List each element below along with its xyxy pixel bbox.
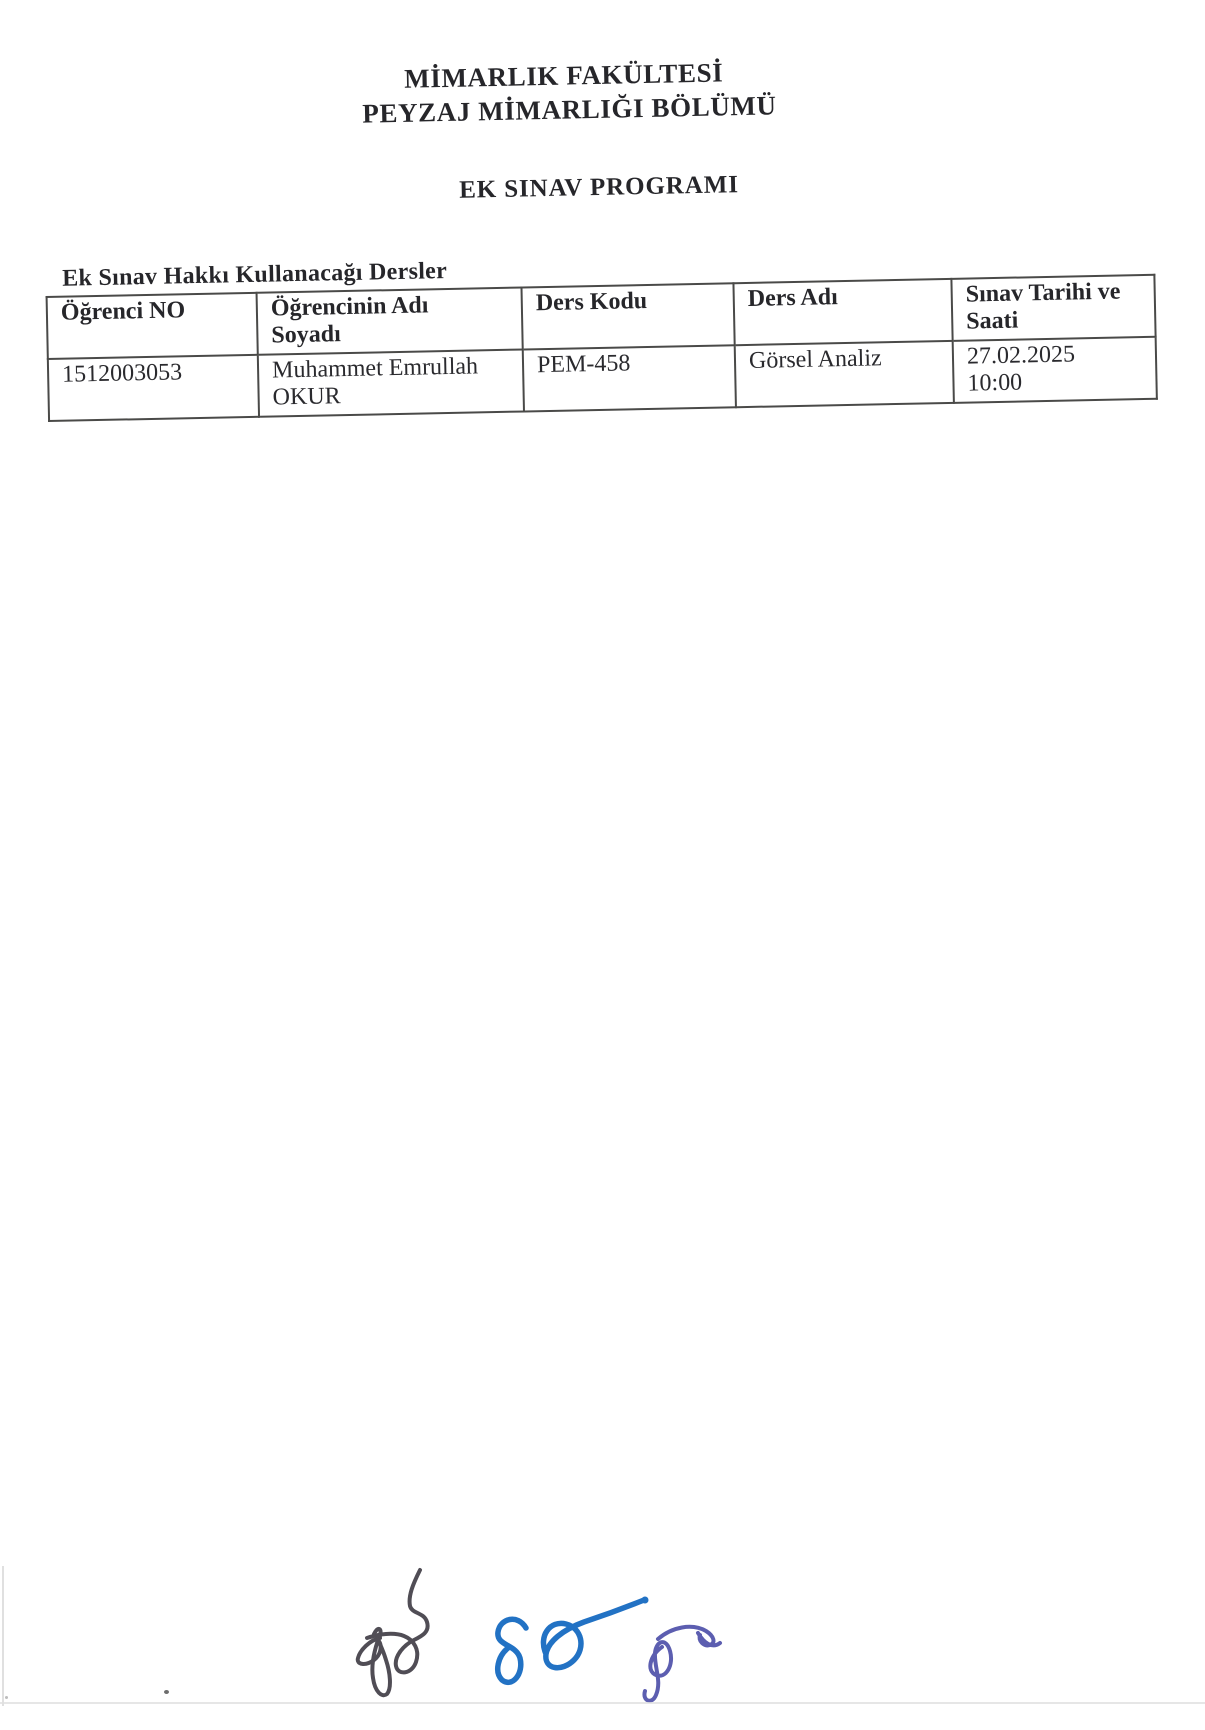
column-header-student-name: Öğrencinin Adı Soyadı xyxy=(257,288,523,355)
column-header-course-name: Ders Adı xyxy=(733,279,952,345)
column-header-exam-datetime: Sınav Tarihi ve Saati xyxy=(951,275,1155,341)
cell-student-no: 1512003053 xyxy=(48,355,259,421)
scan-artifact-line xyxy=(2,1566,4,1706)
signature-2 xyxy=(478,1592,658,1692)
cell-course-name: Görsel Analiz xyxy=(735,341,954,407)
page-title: EK SINAV PROGRAMI xyxy=(458,171,740,204)
faculty-name: MİMARLIK FAKÜLTESİ xyxy=(403,57,724,94)
letterhead xyxy=(0,48,1190,137)
signature-3 xyxy=(640,1615,730,1710)
cell-exam-datetime: 27.02.2025 10:00 xyxy=(953,337,1157,403)
exam-schedule-table xyxy=(46,274,1158,422)
cell-course-code: PEM-458 xyxy=(523,345,736,411)
signature-1 xyxy=(330,1548,460,1708)
column-header-course-code: Ders Kodu xyxy=(521,283,734,349)
department-name: PEYZAJ MİMARLIĞI BÖLÜMÜ xyxy=(362,90,777,129)
cell-student-name: Muhammet Emrullah OKUR xyxy=(258,349,524,416)
section-heading: Ek Sınav Hakkı Kullanacağı Dersler xyxy=(61,257,448,292)
scan-artifact-speck xyxy=(5,1696,8,1699)
scan-artifact-line xyxy=(0,1702,1205,1704)
scan-artifact-speck xyxy=(164,1690,169,1694)
column-header-student-no: Öğrenci NO xyxy=(47,293,258,359)
